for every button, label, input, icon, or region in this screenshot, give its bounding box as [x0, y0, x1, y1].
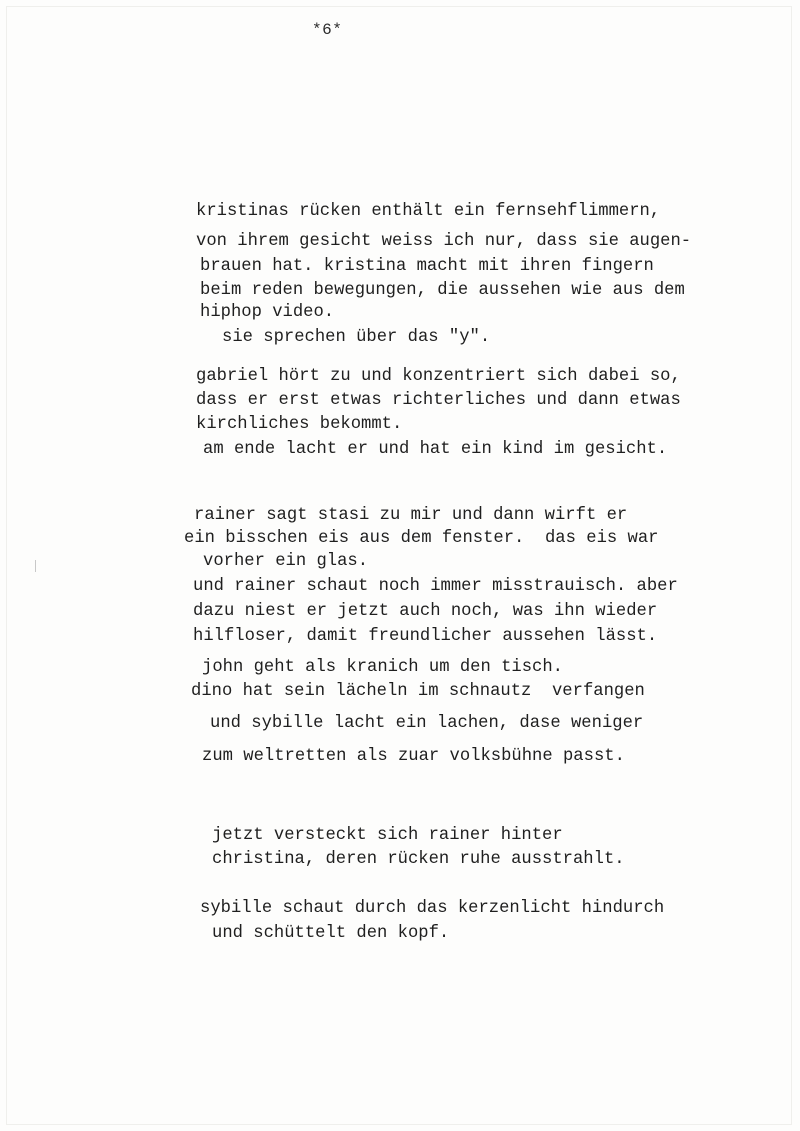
- page-number: *6*: [312, 21, 343, 39]
- text-line: vorher ein glas.: [203, 552, 369, 571]
- text-line: brauen hat. kristina macht mit ihren fingern: [200, 257, 654, 276]
- text-line: kristinas rücken enthält ein fernsehflimmern,: [196, 202, 661, 221]
- text-line: und rainer schaut noch immer misstrauisch. aber: [193, 577, 678, 596]
- text-line: sie sprechen über das "y".: [222, 328, 491, 347]
- text-line: und schüttelt den kopf.: [212, 924, 450, 943]
- text-line: ein bisschen eis aus dem fenster. das eis war: [184, 529, 659, 548]
- paper-edge: [6, 6, 792, 1125]
- text-line: von ihrem gesicht weiss ich nur, dass sie augen-: [196, 232, 692, 251]
- text-line: und sybille lacht ein lachen, dase weniger: [210, 714, 644, 733]
- text-line: dino hat sein lächeln im schnautz verfangen: [191, 682, 645, 701]
- text-line: dazu niest er jetzt auch noch, was ihn wieder: [193, 602, 658, 621]
- text-line: rainer sagt stasi zu mir und dann wirft er: [194, 506, 628, 525]
- text-line: hiphop video.: [200, 303, 335, 322]
- text-line: sybille schaut durch das kerzenlicht hindurch: [200, 899, 665, 918]
- text-line: dass er erst etwas richterliches und dann etwas: [196, 391, 681, 410]
- text-line: kirchliches bekommt.: [196, 415, 403, 434]
- text-line: christina, deren rücken ruhe ausstrahlt.: [212, 850, 625, 869]
- text-line: john geht als kranich um den tisch.: [202, 658, 563, 677]
- text-line: am ende lacht er und hat ein kind im gesicht.: [203, 440, 668, 459]
- text-line: zum weltretten als zuar volksbühne passt.: [202, 747, 625, 766]
- text-line: beim reden bewegungen, die aussehen wie aus dem: [200, 281, 685, 300]
- margin-mark: [35, 560, 36, 572]
- text-line: gabriel hört zu und konzentriert sich dabei so,: [196, 367, 681, 386]
- text-line: hilfloser, damit freundlicher aussehen lässt.: [193, 627, 658, 646]
- text-line: jetzt versteckt sich rainer hinter: [212, 826, 563, 845]
